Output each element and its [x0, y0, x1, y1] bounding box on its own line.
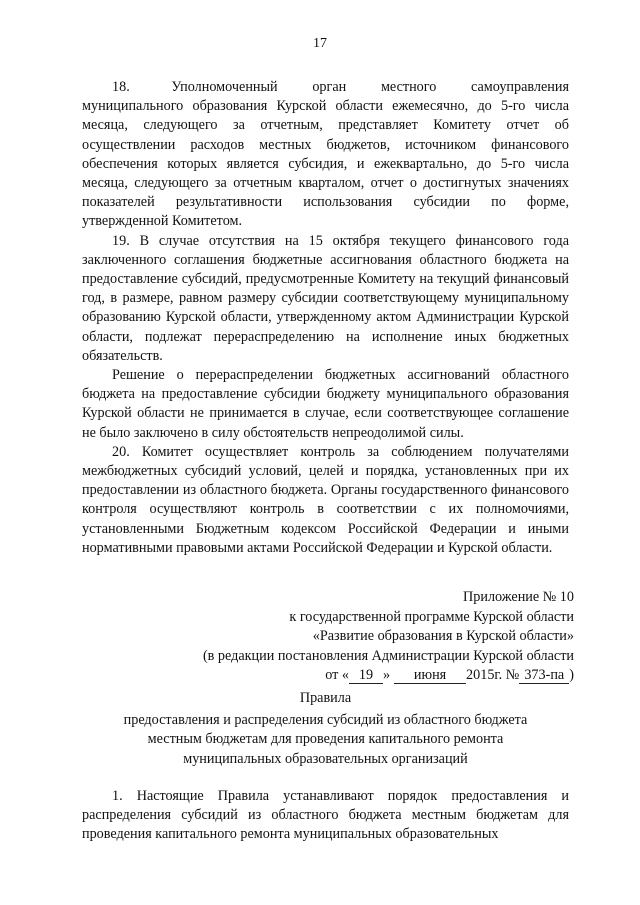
rules-title-line2: местным бюджетам для проведения капитального ремонта: [147, 731, 504, 748]
rules-paragraph-1: 1. Настоящие Правила устанавливают порядок предоставления и распределения субсидий из областного бюджета местным бюджетам для проведения капитального ремонта муниципальных образовательных: [82, 788, 569, 843]
date-month: июня: [394, 667, 466, 684]
appendix-program-name: «Развитие образования в Курской области»: [312, 628, 574, 645]
paragraph-19-decision: Решение о перераспределении бюджетных ассигнований областного бюджета на предоставление субсидии бюджету муниципального образования Курской области не принимается в случае, если соответствующее соглашение не было заключено в силу обстоятельств непреодолимой силы.: [82, 367, 569, 441]
date-year: 2015г. №: [466, 667, 520, 684]
rules-body: [82, 787, 569, 845]
rules-title-main: Правила: [299, 690, 352, 706]
date-mid: »: [382, 667, 391, 684]
appendix-date-line: [154, 666, 574, 686]
paragraph-20: 20. Комитет осуществляет контроль за соблюдением получателями межбюджетных субсидий условий, целей и порядка, установленных при их предоставлении из областного бюджета. Органы государственного финансового контроля осуществляют контроль в соответствии с их полномочиями, установленными Бюджетным кодексом Российской Федерации и иными нормативными правовыми актами Российской Федерации и Курской области.: [82, 443, 569, 556]
appendix-header: [154, 588, 574, 686]
date-prefix: от «: [325, 667, 349, 684]
rules-title-line1: предоставления и распределения субсидий из областного бюджета: [123, 711, 528, 728]
appendix-edition: (в редакции постановления Администрации Курской области: [202, 647, 574, 664]
date-day: 19: [349, 667, 383, 684]
paragraph-18: 18. Уполномоченный орган местного самоуправления муниципального образования Курской области ежемесячно, до 5-го числа месяца, следующего за отчетным, представляет Комитету отчет об осуществлении расходов местных бюджетов, источником финансового обеспечения которых является субсидия, и ежеквартально, до 5-го числа месяца, следующего за отчетным кварталом, отчет о достигнутых значениях показателей результативности использования субсидии по форме, утвержденной Комитетом.: [82, 79, 569, 230]
appendix-program: к государственной программе Курской области: [289, 608, 574, 625]
appendix-number: Приложение № 10: [463, 589, 574, 605]
paragraph-19: 19. В случае отсутствия на 15 октября текущего финансового года заключенного соглашения бюджетные ассигнования областного бюджета на предоставление субсидий, предусмотренные Комитету на текущий финансовый год, в размере, равном размеру субсидии соответствующему муниципальному образованию Курской области, утвержденному актом Администрации Курской области, подлежат перераспределению на исполнение иных бюджетных обязательств.: [82, 232, 569, 364]
rules-title-line3: муниципальных образовательных организаций: [183, 750, 468, 767]
decree-number: 373-па: [519, 667, 569, 684]
rules-title: [82, 689, 569, 769]
date-suffix: ): [569, 667, 574, 684]
page-number: 17: [313, 36, 327, 51]
body-text: [82, 78, 569, 558]
